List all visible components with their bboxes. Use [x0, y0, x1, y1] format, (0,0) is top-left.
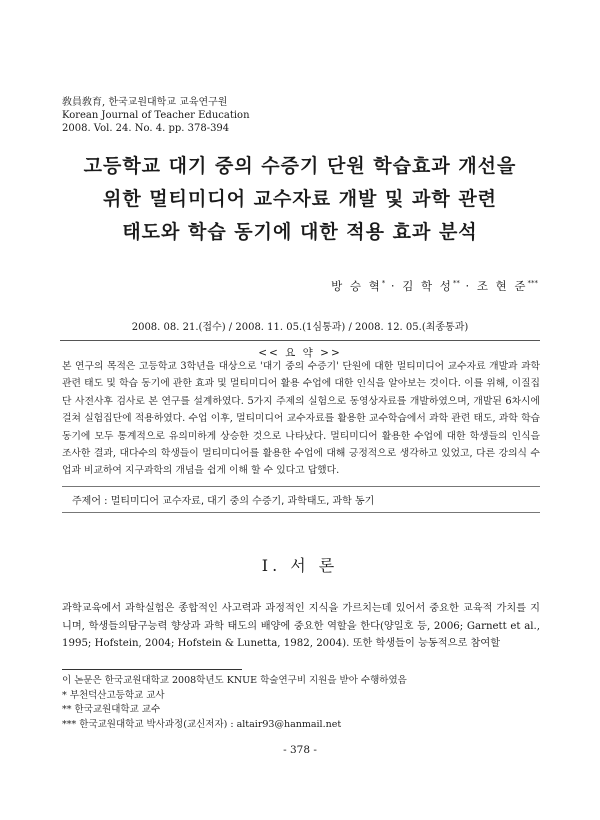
author-2-mark: ** — [452, 279, 460, 288]
keywords: 주제어 : 멀티미디어 교수자료, 대기 중의 수증기, 과학태도, 과학 동기 — [62, 486, 540, 513]
footnote-author-3: *** 한국교원대학교 박사과정(교신저자) : altair93@hanmail.net — [62, 718, 342, 730]
title-line-2: 위한 멀티미디어 교수자료 개발 및 과학 관련 — [102, 188, 498, 210]
title-line-1: 고등학교 대기 중의 수증기 단원 학습효과 개선을 — [83, 155, 517, 177]
section-body: 과학교육에서 과학실험은 종합적인 사고력과 과정적인 지식을 가르치는데 있어서 중요한 교육적 가치를 지니며, 학생들의탐구능력 향상과 과학 태도의 배양에 중요한 역할을 한다(양일호 등, 2006; Garnett et al., 1995; Hofstein, 2004; Hofstein & Lunetta, 1982, 2004). 또한 학생들이 능동적으로 참여할 — [62, 603, 540, 649]
submission-dates: 2008. 08. 21.(접수) / 2008. 11. 05.(1심통과) / 2008. 12. 05.(최종통과) — [131, 322, 469, 333]
journal-volume: 2008. Vol. 24. No. 4. pp. 378-394 — [62, 123, 230, 134]
author-list — [331, 278, 538, 294]
footnote-author-2: ** 한국교원대학교 교수 — [62, 704, 161, 715]
author-1-mark: * — [381, 279, 386, 288]
abstract-heading: << 요 약 >> — [258, 347, 342, 359]
author-separator: · — [459, 279, 477, 293]
page-number: - 378 - — [283, 744, 317, 756]
footnote-divider — [62, 669, 242, 670]
footnote-funding: 이 논문은 한국교원대학교 2008학년도 KNUE 학술연구비 지원을 받아 수행하였음 — [62, 675, 407, 686]
abstract-heading-rule — [60, 340, 540, 360]
footnote-author-1: * 부천덕산고등학교 교사 — [62, 689, 165, 701]
author-1: 방 승 혁 — [331, 279, 382, 293]
title-line-3: 태도와 학습 동기에 대한 적용 효과 분석 — [122, 221, 478, 243]
author-3-mark: *** — [527, 279, 538, 288]
journal-info — [62, 96, 250, 135]
journal-name: 敎員敎育, 한국교원대학교 교육연구원 — [62, 97, 228, 108]
footnotes — [62, 674, 407, 732]
author-2: 김 학 성 — [402, 279, 453, 293]
paper-title — [40, 150, 560, 249]
author-separator: · — [385, 279, 403, 293]
section-title: Ⅰ. 서 론 — [261, 556, 339, 575]
journal-english-name: Korean Journal of Teacher Education — [62, 110, 250, 121]
abstract-text: 본 연구의 목적은 고등학교 3학년을 대상으로 '대기 중의 수증기' 단원에 대한 멀티미디어 교수자료 개발과 과학 관련 태도 및 학습 동기에 관한 효과 및 멀티미디어 활용 수업에 대한 인식을 알아보는 것이다. 이를 위해, 이질집단 사전사후 검사로 본 연구를 설계하였다. 5가지 주제의 실험으로 동영상자료를 개발하였으며, 개발된 6차시에 걸쳐 실험집단에 적용하였다. 수업 이후, 멀티미디어 교수자료를 활용한 교수학습에서 과학 관련 태도, 과학 학습 동기에 모두 통계적으로 유의미하게 상승한 것으로 나타났다. 멀티미디어 활용한 수업에 대한 학생들의 인식을 조사한 결과, 대다수의 학생들이 멀티미디어를 활용한 수업에 대해 긍정적으로 생각하고 있었고, 다른 강의식 수업과 비교하여 지구과학의 개념을 쉽게 이해 할 수 있다고 답했다. — [62, 361, 540, 477]
author-3: 조 현 준 — [476, 279, 528, 293]
